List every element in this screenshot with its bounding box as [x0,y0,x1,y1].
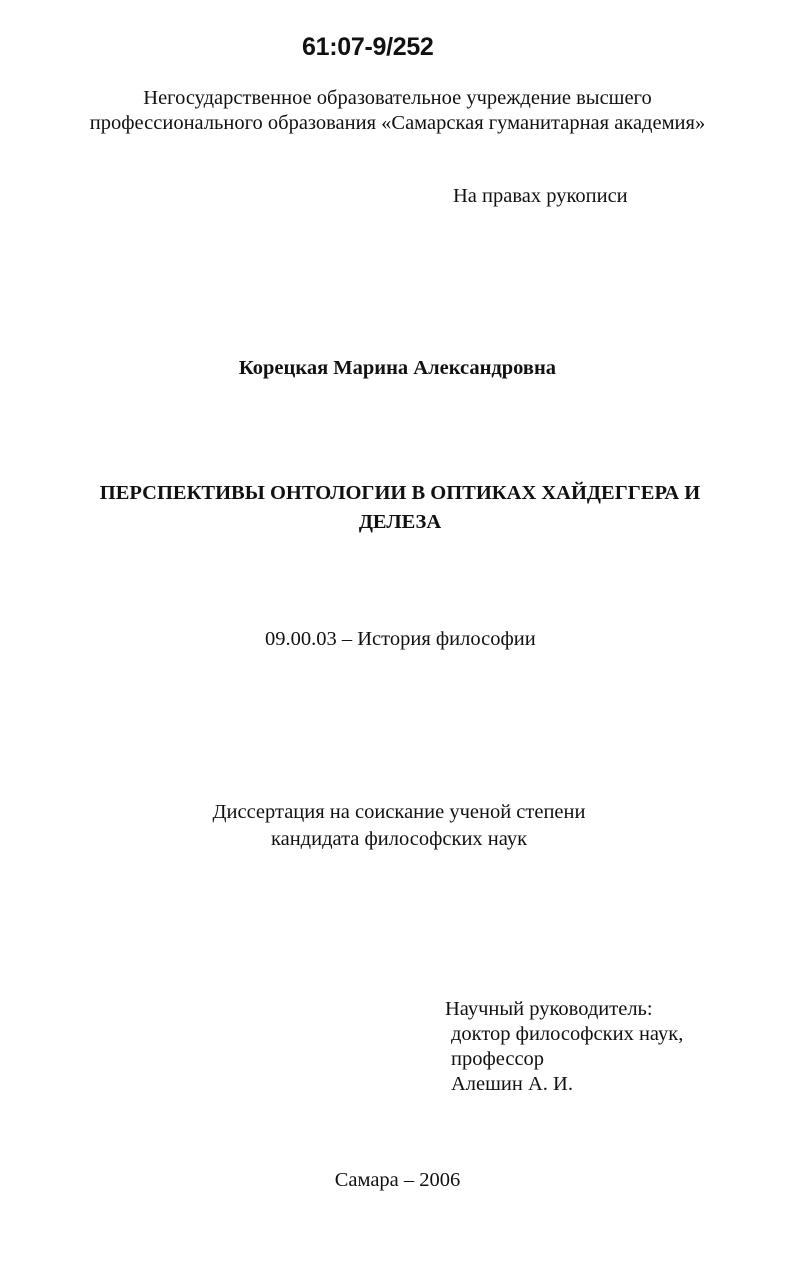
supervisor-label: Научный руководитель: [445,998,653,1020]
supervisor-degree: доктор философских наук, [451,1023,684,1045]
institution-name [0,86,795,136]
specialty [265,628,536,651]
institution-line-1: Негосударственное образовательное учреждение высшего [143,87,652,109]
supervisor-block [445,997,683,1097]
degree-statement [0,799,795,853]
title-line-2: ДЕЛЕЗА [358,511,442,533]
city-year: Самара – 2006 [334,1169,461,1191]
degree-line-2: кандидата философских наук [270,828,528,850]
title-line-1: ПЕРСПЕКТИВЫ ОНТОЛОГИИ В ОПТИКАХ ХАЙДЕГГЕРА И [99,482,701,504]
author-name: Корецкая Марина Александровна [238,357,557,379]
specialty-code: 09.00.03 [265,628,337,650]
institution-line-2: профессионального образования «Самарская гуманитарная академия» [89,112,706,134]
catalog-number: 61:07-9/252 [302,33,434,61]
dissertation-title [0,479,795,537]
specialty-name: – История философии [341,628,536,650]
supervisor-rank: профессор [451,1048,545,1070]
manuscript-note: На правах рукописи [453,185,628,207]
degree-line-1: Диссертация на соискание ученой степени [212,801,586,823]
supervisor-name: Алешин А. И. [451,1073,573,1095]
